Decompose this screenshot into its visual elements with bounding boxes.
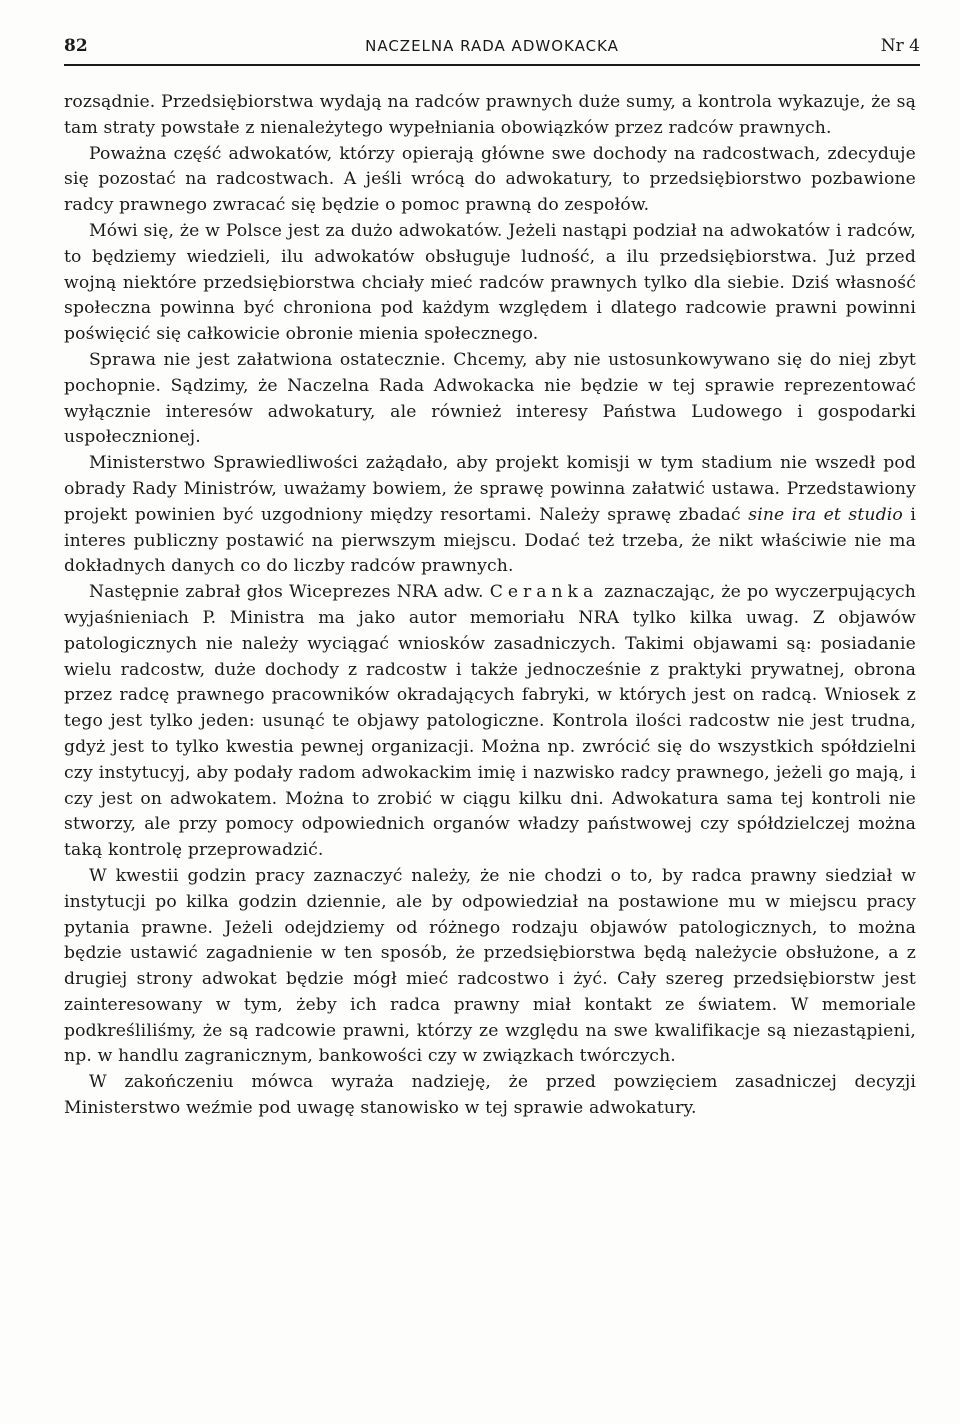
paragraph: Sprawa nie jest załatwiona ostatecznie. Chcemy, aby nie ustosunkowywano się do niej zbyt pochopnie. Sądzimy, że Naczelna Rada Adwokacka nie będzie w tej sprawie reprezentować wyłącznie interesów adwokatury, ale również interesy Państwa Ludowego i gospodarki uspołecznionej. <box>64 349 916 448</box>
paragraph: W zakończeniu mówca wyraża nadzieję, że przed powzięciem zasadniczej decyzji Ministerstwo weźmie pod uwagę stanowisko w tej sprawie adwokatury. <box>64 1072 916 1119</box>
paragraph: W kwestii godzin pracy zaznaczyć należy, że nie chodzi o to, by radca prawny siedział w instytucji po kilka godzin dziennie, ale by odpowiedział na postawione mu w miejscu pracy pytania prawne. Jeżeli odejdziemy od różnego rodzaju objawów patologicznych, to można będzie ustawić zagadnienie w ten sposób, że przedsiębiorstwa będą należycie obsłużone, a z drugiej strony adwokat będzie mógł mieć radcostwo i żyć. Cały szereg przedsiębiorstw jest zainteresowany w tym, żeby ich radca prawny miał kontakt ze światem. W memoriale podkreśliliśmy, że są radcowie prawni, którzy ze względu na swe kwalifikacje są niezastąpieni, np. w handlu zagranicznym, bankowości czy w związkach twórczych. <box>64 865 916 1067</box>
page-number: 82 <box>64 36 88 56</box>
paragraph: rozsądnie. Przedsiębiorstwa wydają na radców prawnych duże sumy, a kontrola wykazuje, że są tam straty powstałe z nienależytego wypełniania obowiązków przez radców prawnych. <box>64 92 916 138</box>
issue-number: Nr 4 <box>880 36 920 56</box>
paragraph-text: zaznaczając, że po wyczerpujących wyjaśnieniach P. Ministra ma jako autor memoriału NRA tylko kilka uwag. Z objawów patologicznych nie należy wyciągać wniosków zasadniczych. Takimi objawami są: posiadanie wielu radcostw, duże dochody z radcostw i także jednocześnie z praktyki prywatnej, obrona przez radcę prawnego pracowników okradających fabryki, w których jest on radcą. Wniosek z tego jest tylko jeden: usunąć te objawy patologiczne. Kontrola ilości radcostw nie jest trudna, gdyż jest to tylko kwestia pewnej organizacji. Można np. zwrócić się do wszystkich spółdzielni czy instytucyj, aby podały radom adwokackim imię i nazwisko radcy prawnego, jeżeli go mają, i czy jest on adwokatem. Można to zrobić w ciągu kilku dni. Adwokatura sama tej kontroli nie stworzy, ale przy pomocy odpowiednich organów władzy państwowej czy spółdzielczej można taką kontrolę przeprowadzić. <box>64 582 916 861</box>
running-head <box>64 30 920 66</box>
paragraph: Mówi się, że w Polsce jest za dużo adwokatów. Jeżeli nastąpi podział na adwokatów i radców, to będziemy wiedzieli, ilu adwokatów obsługuje ludność, a ilu przedsiębiorstwa. Już przed wojną niektóre przedsiębiorstwa chciały mieć radców prawnych tylko dla siebie. Dziś własność społeczna powinna być chroniona pod każdym względem i dlatego radcowie prawni powinni poświęcić się całkowicie obronie mienia społecznego. <box>64 220 916 345</box>
body-text <box>64 90 916 1122</box>
journal-title: NACZELNA RADA ADWOKACKA <box>365 37 619 55</box>
latin-phrase: sine ira et studio <box>748 504 903 525</box>
speaker-name: Ceranka <box>489 582 599 603</box>
paragraph-text: Następnie zabrał głos Wiceprezes NRA adw. <box>89 582 490 603</box>
paragraph <box>64 580 916 864</box>
paragraph <box>64 451 916 580</box>
paragraph-text: i interes publiczny postawić na pierwszym miejscu. Dodać też trzeba, że nikt właściwie nie ma dokładnych danych co do liczby radców prawnych. <box>64 504 916 577</box>
paragraph-text: Ministerstwo Sprawiedliwości zażądało, aby projekt komisji w tym stadium nie wszedł pod obrady Rady Ministrów, uważamy bowiem, że sprawę powinna załatwić ustawa. Przedstawiony projekt powinien być uzgodniony między resortami. Należy sprawę zbadać <box>64 453 916 525</box>
paragraph: Poważna część adwokatów, którzy opierają główne swe dochody na radcostwach, zdecyduje się pozostać na radcostwach. A jeśli wrócą do adwokatury, to przedsiębiorstwo pozbawione radcy prawnego zwracać się będzie o pomoc prawną do zespołów. <box>64 143 916 216</box>
